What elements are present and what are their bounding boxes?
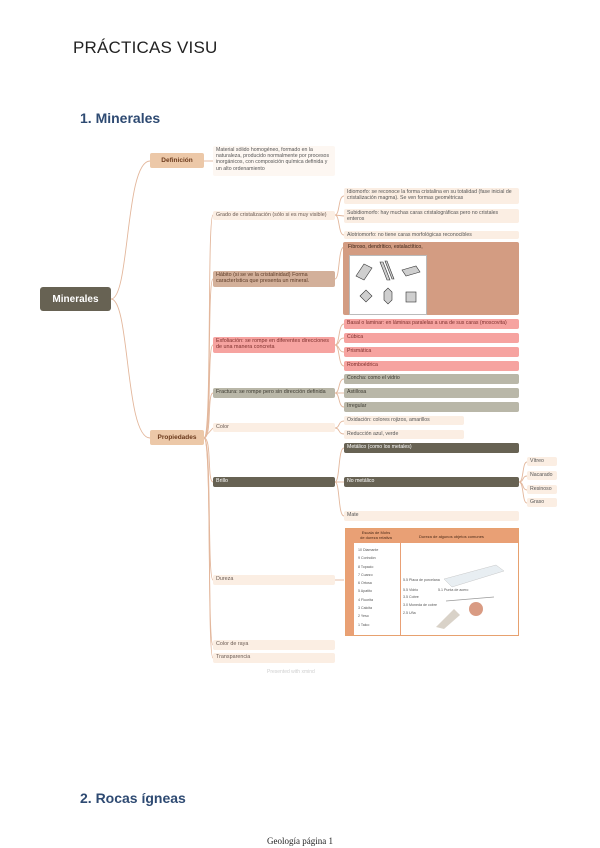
- obj-vidrio: 5.5 Vidrio: [403, 588, 419, 592]
- obj-una: 2.5 Uña: [403, 611, 416, 615]
- brillo-no-metalico: No metálico: [344, 477, 519, 487]
- obj-cobre: 3.5 Cobre: [403, 595, 419, 599]
- prop-fractura: Fractura: se rompe pero sin dirección definida: [213, 388, 335, 398]
- prop-color-raya: Color de raya: [213, 640, 335, 650]
- habito-text: Fibroso, dendrítico, estalactítico,: [348, 244, 423, 250]
- mohs-scale-list: 10 Diamante 9 Corindón 8 Topacio 7 Cuarzo 6 Ortosa 5 Apatito 4 Fluorita 3 Calcita 2 Yeso 1 Talco: [358, 548, 379, 627]
- fractura-concha: Concha: como el vidrio: [344, 374, 519, 384]
- cristal-subidiomorfo: Subidiomorfo: hay muchas caras cristalográficas pero no cristales enteros: [344, 209, 519, 223]
- prop-exfoliacion: Exfoliación: se rompe en diferentes direcciones de una manera concreta: [213, 337, 335, 353]
- brillo-mate: Mate: [344, 511, 519, 521]
- page-footer: Geología página 1: [267, 836, 333, 846]
- prop-habito: Hábito (si se ve la cristalinidad) Forma característica que presenta un mineral.: [213, 271, 335, 287]
- branch-definicion: Definición: [150, 153, 204, 168]
- color-reduccion: Reducción azul, verde: [344, 430, 464, 439]
- exfoliacion-cubica: Cúbica: [344, 333, 519, 343]
- document-title: PRÁCTICAS VISU: [73, 38, 218, 57]
- section-heading-rocas-igneas: 2. Rocas ígneas: [80, 790, 186, 806]
- cristal-idiomorfo: Idiomorfo: se reconoce la forma cristalina en su totalidad (fase inicial de cristalización magma). Se ven formas geométricas: [344, 188, 519, 204]
- brillo-metalico: Metálico (como los metales): [344, 443, 519, 453]
- section-heading-minerales: 1. Minerales: [80, 110, 161, 126]
- definicion-text: Material sólido homogéneo, formado en la naturaleza, producido normalmente por procesos inorgánicos, con composición química definida y un alto ordenamiento: [213, 146, 335, 176]
- fractura-irregular: Irregular: [344, 402, 519, 412]
- mohs-header-scale: Escala de Mohs de dureza relativa: [360, 530, 392, 540]
- exfoliacion-prismatica: Prismática: [344, 347, 519, 357]
- brillo-graso: Graso: [527, 498, 557, 507]
- exfoliacion-romboedrica: Romboédrica: [344, 361, 519, 371]
- mindmap-root-minerales: Minerales: [40, 287, 111, 311]
- cristal-alotriomorfo: Alotriomorfo: no tiene caras morfológicas reconocibles: [344, 231, 519, 239]
- prop-cristalizacion: Grado de cristalización (sólo si es muy visible): [213, 211, 335, 220]
- obj-porcelana: 5.5 Placa de porcelana: [403, 578, 440, 582]
- prop-dureza: Dureza: [213, 575, 335, 585]
- prop-transparencia: Transparencia: [213, 653, 335, 663]
- exfoliacion-basal: Basal o laminar: en láminas paralelas a una de sus caras (moscovita): [344, 319, 519, 329]
- crystal-habits-image: [349, 255, 427, 315]
- fractura-astillosa: Astillosa: [344, 388, 519, 398]
- branch-propiedades: Propiedades: [150, 430, 204, 445]
- xmind-watermark: Presented with xmind: [267, 669, 315, 675]
- mohs-header-objects: Dureza de algunos objetos comunes: [419, 534, 484, 539]
- brillo-vitreo: Vítreo: [527, 457, 557, 466]
- obj-acero: 5.1 Punta de acero: [438, 588, 469, 592]
- mohs-scale-table: [345, 528, 519, 636]
- brillo-resinoso: Resinoso: [527, 485, 557, 494]
- mohs-objects-illustration: [436, 557, 506, 629]
- prop-color: Color: [213, 423, 335, 432]
- brillo-nacarado: Nacarado: [527, 471, 557, 480]
- color-oxidacion: Oxidación: colores rojizos, amarillos: [344, 416, 464, 425]
- obj-moneda: 3.0 Moneda de cobre: [403, 603, 437, 607]
- prop-brillo: Brillo: [213, 477, 335, 487]
